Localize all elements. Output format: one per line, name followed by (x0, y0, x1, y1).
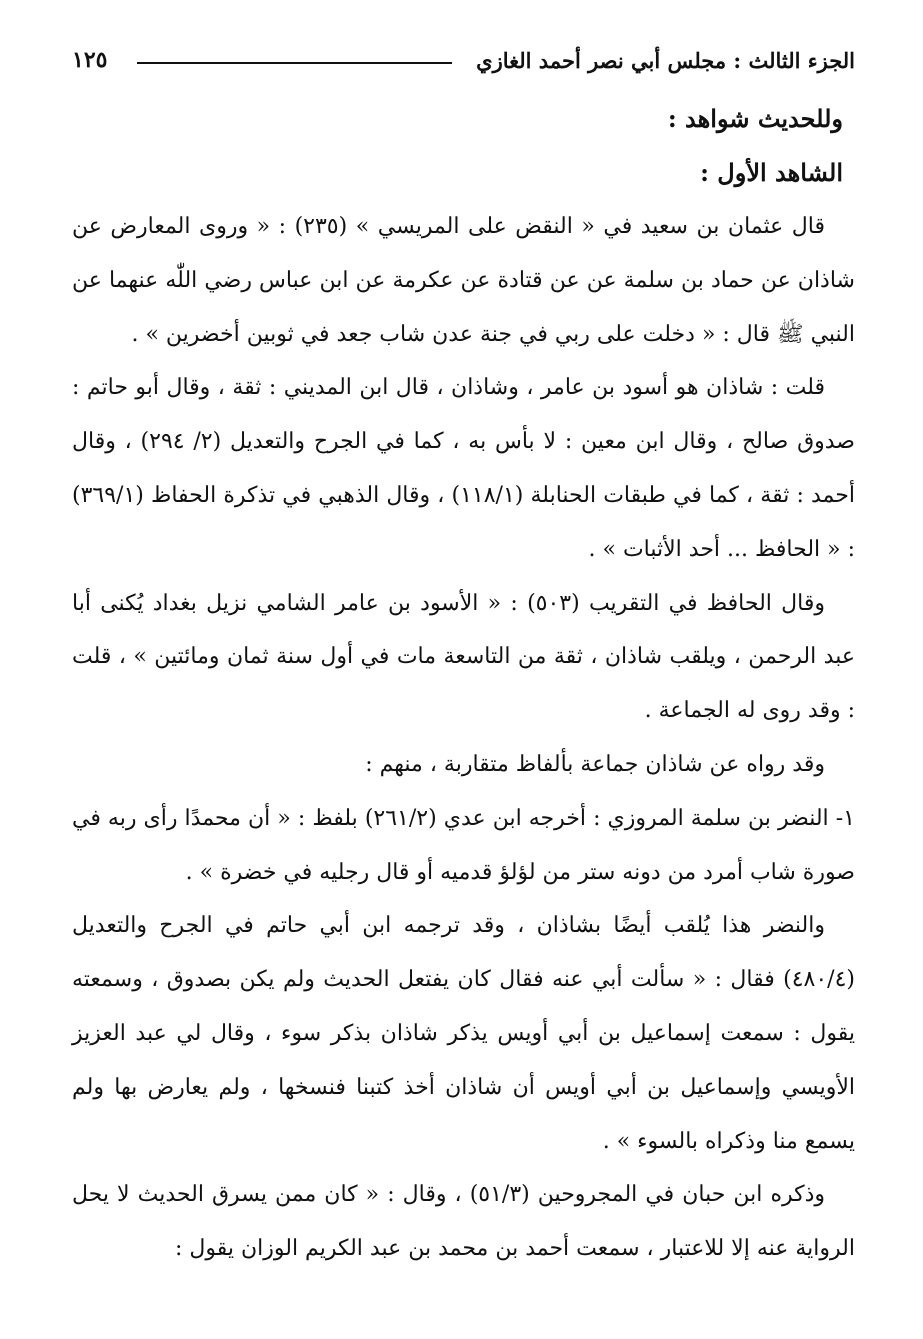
page-number: ١٢٥ (72, 47, 108, 73)
section-heading-witnesses: وللحديث شواهد : (667, 104, 843, 133)
paragraph-ibn-hibban: وذكره ابن حبان في المجروحين (٥١/٣) ، وقال : « كان ممن يسرق الحديث لا يحل الرواية عنه إلا للاعتبار ، سمعت أحمد بن محمد بن عبد الكريم الوزان يقول : (72, 1182, 855, 1262)
paragraph-shadhan-grading: قلت : شاذان هو أسود بن عامر ، وشاذان ، قال ابن المديني : ثقة ، وقال أبو حاتم : صدوق صالح ، وقال ابن معين : لا بأس به ، كما في الجرح والتعديل (٢/ ٢٩٤) ، وقال أحمد : ثقة ، كما في طبقات الحنابلة (١١٨/١) ، وقال الذهبي في تذكرة الحفاظ (٣٦٩/١) : « الحافظ ... أحد الأثبات » . (72, 375, 855, 562)
paragraph-taqrib-quote: وقال الحافظ في التقريب (٥٠٣) : « الأسود بن عامر الشامي نزيل بغداد يُكنى أبا عبد الرحمن ، ويلقب شاذان ، ثقة من التاسعة مات في أول سنة ثمان ومائتين » ، قلت : وقد روى له الجماعة . (72, 590, 855, 724)
paragraph-nadr-narration: ١- النضر بن سلمة المروزي : أخرجه ابن عدي (٢٦١/٢) بلفظ : « أن محمدًا رأى ربه في صورة شاب أمرد من دونه ستر من لؤلؤ قدميه أو قال رجليه في خضرة » . (72, 805, 855, 885)
running-title: الجزء الثالث : مجلس أبي نصر أحمد الغازي (476, 47, 855, 73)
paragraph-narrators-intro: وقد رواه عن شاذان جماعة بألفاظ متقاربة ، منهم : (365, 751, 825, 777)
section-heading-first-witness: الشاهد الأول : (700, 158, 843, 187)
paragraph-nadr-grading: والنضر هذا يُلقب أيضًا بشاذان ، وقد ترجمه ابن أبي حاتم في الجرح والتعديل (٤٨٠/٤) فقال : « سألت أبي عنه فقال كان يفتعل الحديث ولم يكن بصدوق ، وسمعته يقول : سمعت إسماعيل بن أبي أويس يذكر شاذان بذكر سوء ، وقال لي عبد العزيز الأويسي وإسماعيل بن أبي أويس أن شاذان أخذ كتبنا فنسخها ، ولم يعارض بها ولم يسمع منا وذكراه بالسوء » . (72, 913, 855, 1154)
running-header (72, 40, 855, 80)
header-rule (137, 62, 452, 64)
paragraph-othman-narration: قال عثمان بن سعيد في « النقض على المريسي » (٢٣٥) : « وروى المعارض عن شاذان عن حماد بن سلمة عن عن قتادة عن عكرمة عن ابن عباس رضي اللّٰه عنهما عن النبي ﷺ قال : « دخلت على ربي في جنة عدن شاب جعد في ثوبين أخضرين » . (72, 214, 855, 347)
